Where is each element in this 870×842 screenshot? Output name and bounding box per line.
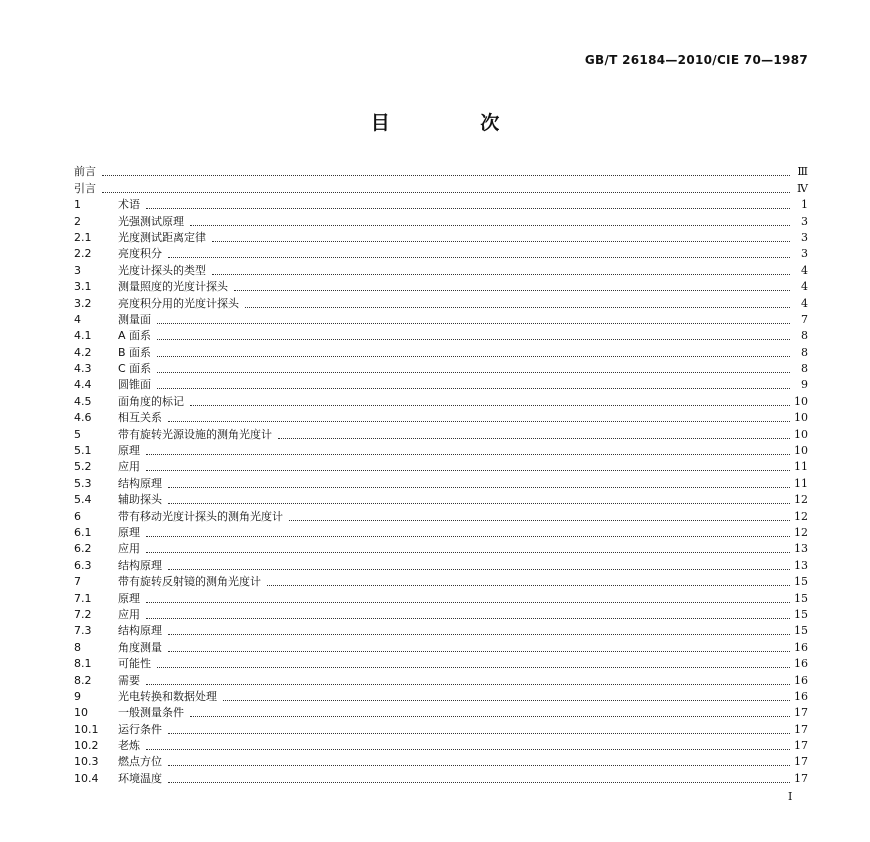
toc-entry[interactable]	[74, 409, 808, 425]
toc-entry-number: 5.1	[74, 444, 92, 458]
toc-entry-page: 15	[794, 607, 808, 621]
toc-entry-number: 4.3	[74, 362, 92, 376]
toc-entry-label: 辅助探头	[118, 493, 162, 507]
toc-entry[interactable]	[74, 212, 808, 228]
toc-entry-label: 带有旋转光源设施的测角光度计	[118, 427, 272, 441]
toc-entry-label: 环境温度	[118, 771, 162, 785]
toc-entry-number: 10.2	[74, 739, 99, 753]
toc-entry[interactable]	[74, 573, 808, 589]
toc-entry-page: 17	[794, 706, 808, 720]
toc-entry-number: 2	[74, 214, 81, 228]
toc-entry-page: Ⅳ	[797, 181, 808, 195]
toc-entry-number: 7.1	[74, 591, 92, 605]
toc-entry-number: 2.2	[74, 247, 92, 261]
toc-entry[interactable]	[74, 311, 808, 327]
toc-entry-page: 17	[794, 755, 808, 769]
toc-entry[interactable]	[74, 704, 808, 720]
toc-entry[interactable]	[74, 655, 808, 671]
standard-code: GB/T 26184—2010/CIE 70—1987	[584, 53, 808, 67]
toc-entry-page: 15	[794, 591, 808, 605]
toc-entry-label: 面角度的标记	[118, 394, 184, 408]
toc-dot-leader	[168, 257, 790, 258]
toc-entry-page: Ⅲ	[797, 165, 808, 179]
toc-entry-number: 4.2	[74, 345, 92, 359]
toc-entry-page: 11	[794, 476, 808, 490]
toc-entry[interactable]	[74, 491, 808, 507]
toc-entry[interactable]	[74, 540, 808, 556]
toc-entry[interactable]	[74, 376, 808, 392]
toc-dot-leader	[102, 192, 790, 193]
toc-entry[interactable]	[74, 442, 808, 458]
toc-entry[interactable]	[74, 556, 808, 572]
toc-entry-label: 相互关系	[118, 411, 162, 425]
toc-entry-label: 带有旋转反射镜的测角光度计	[118, 575, 261, 589]
toc-entry-number: 10.4	[74, 771, 99, 785]
toc-dot-leader	[234, 290, 790, 291]
toc-entry[interactable]	[74, 179, 808, 195]
toc-entry-page: 12	[794, 493, 808, 507]
toc-entry-number: 8.2	[74, 673, 92, 687]
toc-entry-number: 8.1	[74, 657, 92, 671]
toc-dot-leader	[168, 487, 790, 488]
toc-dot-leader	[289, 520, 790, 521]
toc-entry-number: 9	[74, 689, 81, 703]
toc-entry-number: 5.2	[74, 460, 92, 474]
toc-entry[interactable]	[74, 720, 808, 736]
toc-entry[interactable]	[74, 737, 808, 753]
toc-dot-leader	[168, 782, 790, 783]
toc-dot-leader	[168, 651, 790, 652]
toc-entry-label: 燃点方位	[118, 755, 162, 769]
toc-dot-leader	[157, 388, 790, 389]
toc-entry-page: 10	[794, 444, 808, 458]
toc-dot-leader	[168, 421, 790, 422]
toc-entry-number: 6	[74, 509, 81, 523]
toc-entry-label: 引言	[74, 181, 96, 195]
toc-entry-label: 测量照度的光度计探头	[118, 280, 228, 294]
toc-entry-page: 10	[794, 411, 808, 425]
toc-entry-number: 6.2	[74, 542, 92, 556]
toc-entry[interactable]	[74, 294, 808, 310]
toc-entry-number: 6.1	[74, 525, 92, 539]
toc-entry-label: A 面系	[118, 329, 152, 343]
toc-entry[interactable]	[74, 753, 808, 769]
toc-entry-page: 16	[794, 640, 808, 654]
toc-entry-page: 17	[794, 739, 808, 753]
toc-entry[interactable]	[74, 458, 808, 474]
toc-entry-label: 一般测量条件	[118, 706, 184, 720]
toc-entry[interactable]	[74, 229, 808, 245]
toc-entry[interactable]	[74, 392, 808, 408]
toc-entry-page: 3	[801, 247, 808, 261]
toc-entry-label: 圆锥面	[118, 378, 151, 392]
toc-entry-label: 结构原理	[118, 624, 162, 638]
toc-entry-label: 原理	[118, 591, 140, 605]
toc-entry-number: 3.2	[74, 296, 92, 310]
toc-entry-label: 光强测试原理	[118, 214, 184, 228]
toc-dot-leader	[146, 618, 790, 619]
toc-dot-leader	[146, 749, 790, 750]
toc-entry-page: 8	[801, 345, 808, 359]
toc-dot-leader	[157, 356, 790, 357]
toc-entry[interactable]	[74, 327, 808, 343]
toc-entry-page: 1	[801, 198, 808, 212]
toc-entry-page: 4	[801, 263, 808, 277]
toc-entry-label: 结构原理	[118, 558, 162, 572]
toc-entry-label: 原理	[118, 525, 140, 539]
toc-entry-label: 光电转换和数据处理	[118, 689, 217, 703]
toc-entry-label: 光度计探头的类型	[118, 263, 206, 277]
toc-entry[interactable]	[74, 163, 808, 179]
toc-entry-label: 需要	[118, 673, 140, 687]
toc-entry-number: 5	[74, 427, 81, 441]
toc-entry-page: 16	[794, 673, 808, 687]
toc-dot-leader	[168, 733, 790, 734]
toc-entry-label: 术语	[118, 198, 140, 212]
toc-entry[interactable]	[74, 589, 808, 605]
toc-entry-number: 7.2	[74, 607, 92, 621]
toc-entry[interactable]	[74, 474, 808, 490]
toc-entry-page: 10	[794, 394, 808, 408]
toc-dot-leader	[146, 684, 790, 685]
toc-dot-leader	[157, 372, 790, 373]
toc-entry-number: 5.4	[74, 493, 92, 507]
toc-entry-number: 4.5	[74, 394, 92, 408]
toc-entry-label: 角度测量	[118, 640, 162, 654]
toc-entry-number: 2.1	[74, 230, 92, 244]
toc-entry-label: 原理	[118, 444, 140, 458]
toc-entry-label: 应用	[118, 542, 140, 556]
toc-dot-leader	[168, 634, 790, 635]
toc-entry-label: 可能性	[118, 657, 151, 671]
toc-entry-label: 运行条件	[118, 722, 162, 736]
toc-entry-number: 5.3	[74, 476, 92, 490]
toc-entry-number: 10.1	[74, 722, 99, 736]
toc-entry-page: 13	[794, 558, 808, 572]
toc-entry[interactable]	[74, 360, 808, 376]
toc-entry-page: 13	[794, 542, 808, 556]
toc-entry-label: 前言	[74, 165, 96, 179]
toc-dot-leader	[146, 602, 790, 603]
toc-entry-page: 17	[794, 722, 808, 736]
toc-entry[interactable]	[74, 343, 808, 359]
toc-entry-number: 1	[74, 198, 81, 212]
toc-entry[interactable]	[74, 278, 808, 294]
toc-entry-number: 10	[74, 706, 88, 720]
toc-entry-label: 测量面	[118, 312, 151, 326]
toc-entry-number: 3.1	[74, 280, 92, 294]
toc-entry-number: 8	[74, 640, 81, 654]
toc-dot-leader	[146, 208, 790, 209]
toc-dot-leader	[190, 405, 790, 406]
toc-entry-page: 15	[794, 575, 808, 589]
toc-entry-page: 8	[801, 329, 808, 343]
toc-dot-leader	[190, 716, 790, 717]
toc-dot-leader	[157, 667, 790, 668]
toc-dot-leader	[267, 585, 790, 586]
toc-entry[interactable]	[74, 769, 808, 785]
toc-entry-page: 15	[794, 624, 808, 638]
toc-entry[interactable]	[74, 606, 808, 622]
toc-entry-label: 老炼	[118, 739, 140, 753]
toc-dot-leader	[278, 438, 790, 439]
toc-entry-label: 亮度积分	[118, 247, 162, 261]
toc-entry-page: 12	[794, 525, 808, 539]
toc-entry-label: 亮度积分用的光度计探头	[118, 296, 239, 310]
toc-entry-page: 16	[794, 689, 808, 703]
toc-dot-leader	[212, 241, 790, 242]
toc-dot-leader	[146, 470, 790, 471]
toc-entry-page: 4	[801, 280, 808, 294]
toc-dot-leader	[102, 175, 790, 176]
toc-entry[interactable]	[74, 622, 808, 638]
toc-entry-number: 4.1	[74, 329, 92, 343]
toc-entry-number: 4.4	[74, 378, 92, 392]
toc-entry-number: 4	[74, 312, 81, 326]
toc-entry[interactable]	[74, 507, 808, 523]
toc-entry-label: 带有移动光度计探头的测角光度计	[118, 509, 283, 523]
toc-entry-page: 9	[801, 378, 808, 392]
toc-entry[interactable]	[74, 638, 808, 654]
toc-entry-page: 16	[794, 657, 808, 671]
toc-entry[interactable]	[74, 425, 808, 441]
toc-dot-leader	[168, 503, 790, 504]
toc-dot-leader	[212, 274, 790, 275]
toc-entry-page: 7	[801, 312, 808, 326]
page-title: 目 次	[370, 112, 542, 134]
toc-entry-page: 12	[794, 509, 808, 523]
toc-entry-page: 4	[801, 296, 808, 310]
toc-entry-label: 应用	[118, 460, 140, 474]
toc-entry-label: 应用	[118, 607, 140, 621]
toc-entry-number: 10.3	[74, 755, 99, 769]
toc-dot-leader	[146, 454, 790, 455]
toc-dot-leader	[245, 307, 790, 308]
toc-entry-page: 8	[801, 362, 808, 376]
toc-entry[interactable]	[74, 671, 808, 687]
toc-dot-leader	[168, 569, 790, 570]
toc-entry-page: 3	[801, 230, 808, 244]
toc-entry-page: 11	[794, 460, 808, 474]
toc-entry[interactable]	[74, 688, 808, 704]
toc-dot-leader	[157, 323, 790, 324]
page-number: I	[788, 790, 793, 803]
toc-entry-page: 10	[794, 427, 808, 441]
toc-entry-number: 3	[74, 263, 81, 277]
toc-entry-label: 光度测试距离定律	[118, 230, 206, 244]
toc-dot-leader	[146, 552, 790, 553]
toc-entry-number: 6.3	[74, 558, 92, 572]
toc-entry-page: 3	[801, 214, 808, 228]
toc-entry[interactable]	[74, 261, 808, 277]
toc-entry-number: 7.3	[74, 624, 92, 638]
toc-entry-number: 7	[74, 575, 81, 589]
toc-entry-page: 17	[794, 771, 808, 785]
toc-entry[interactable]	[74, 524, 808, 540]
toc-entry[interactable]	[74, 245, 808, 261]
table-of-contents	[74, 163, 808, 786]
toc-entry[interactable]	[74, 196, 808, 212]
toc-dot-leader	[168, 765, 790, 766]
toc-dot-leader	[146, 536, 790, 537]
toc-dot-leader	[157, 339, 790, 340]
toc-dot-leader	[223, 700, 790, 701]
toc-entry-number: 4.6	[74, 411, 92, 425]
toc-entry-label: B 面系	[118, 345, 152, 359]
toc-dot-leader	[190, 225, 790, 226]
toc-entry-label: 结构原理	[118, 476, 162, 490]
toc-entry-label: C 面系	[118, 362, 152, 376]
